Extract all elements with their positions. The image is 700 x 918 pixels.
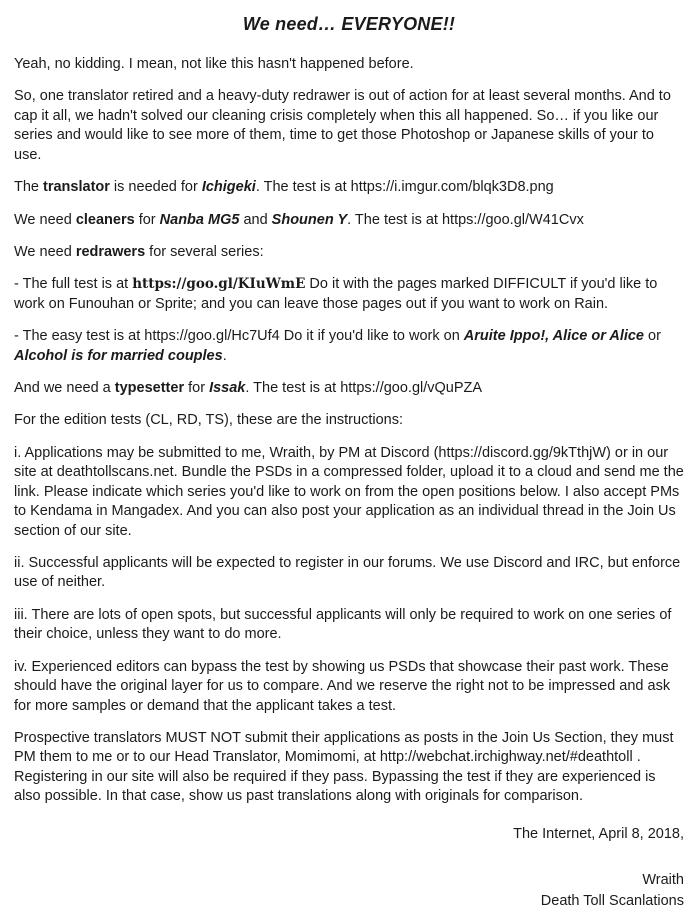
paragraph bbox=[14, 729, 684, 807]
text-run: Aruite Ippo!, Alice or Alice bbox=[463, 328, 644, 345]
text-run: Nanba MG5 bbox=[159, 211, 240, 228]
text-run: Shounen Y bbox=[271, 211, 348, 228]
url-text: https://goo.gl/KIuWmE bbox=[132, 276, 306, 293]
paragraph bbox=[14, 327, 684, 366]
text-run: And we need a bbox=[14, 380, 115, 397]
document-title: We need… EVERYONE!! bbox=[242, 14, 456, 34]
paragraph bbox=[14, 658, 684, 716]
paragraph bbox=[14, 379, 684, 398]
text-run: iv. Experienced editors can bypass the test by showing us PSDs that showcase their past work. These should have the original layer for us to compare. And we reserve the right not to be impressed and ask for more samples or demand that the applicant takes a test. bbox=[14, 658, 675, 714]
signature-block bbox=[14, 870, 684, 912]
text-run: iii. There are lots of open spots, but successful applicants will only be required to work on one series of their choice, unless they want to do more. bbox=[14, 606, 676, 643]
text-run: or bbox=[644, 328, 665, 345]
text-run: . The test is at https://goo.gl/vQuPZA bbox=[245, 380, 483, 397]
text-run: The bbox=[14, 179, 44, 196]
paragraph bbox=[14, 243, 684, 262]
text-run: - The easy test is at https://goo.gl/Hc7Uf4 Do it if you'd like to work on bbox=[14, 328, 464, 345]
text-run: . The test is at https://goo.gl/W41Cvx bbox=[347, 211, 584, 228]
text-run: Do it with the pages marked DIFFICULT if you'd like to work on Funouhan or Sprite; and you can leave those pages out if you want to work on Rain. bbox=[14, 276, 662, 312]
paragraph bbox=[14, 211, 684, 230]
text-run: and bbox=[239, 211, 272, 228]
paragraph bbox=[14, 55, 684, 74]
document-body bbox=[14, 55, 688, 807]
text-run: We need bbox=[14, 243, 76, 260]
paragraph bbox=[14, 444, 688, 541]
text-run: redrawers bbox=[75, 243, 146, 260]
text-run: For the edition tests (CL, RD, TS), these are the instructions: bbox=[14, 412, 403, 429]
paragraph bbox=[14, 411, 684, 430]
text-run: So, one translator retired and a heavy-duty redrawer is out of action for at least several months. And to cap it all, we hadn't solved our cleaning crisis completely when this all happened. So… if you like our series and would like to see more of them, time to get those Photoshop or Japanese skills of your to use. bbox=[14, 88, 675, 163]
signature-org: Death Toll Scanlations bbox=[540, 893, 684, 910]
text-run: translator bbox=[43, 179, 110, 196]
text-run: ii. Successful applicants will be expected to register in our forums. We use Discord and IRC, but enforce use of neither. bbox=[14, 555, 685, 591]
text-run: cleaners bbox=[75, 211, 135, 228]
paragraph bbox=[14, 554, 684, 593]
text-run: for bbox=[134, 211, 160, 228]
text-run: - The full test is at bbox=[14, 276, 133, 293]
paragraph bbox=[14, 178, 684, 197]
text-run: for several series: bbox=[145, 243, 264, 260]
text-run: Yeah, no kidding. I mean, not like this hasn't happened before. bbox=[14, 56, 414, 72]
paragraph bbox=[14, 87, 684, 165]
text-run: for bbox=[184, 380, 210, 397]
text-run: . bbox=[222, 347, 227, 364]
text-run: . The test is at https://i.imgur.com/blqk3D8.png bbox=[255, 179, 554, 196]
text-run: typesetter bbox=[114, 380, 185, 397]
text-run: Ichigeki bbox=[201, 179, 256, 196]
text-run: is needed for bbox=[109, 179, 202, 196]
text-run: Prospective translators MUST NOT submit their applications as posts in the Join Us Section, they must PM them to me or to our Head Translator, Momimomi, at http://webchat.irchighway.net/#deathtoll . Registering in our site will also be required if they pass. Bypassing the test if they are experienced is also possible. In that case, show us past translations along with originals for comparison. bbox=[14, 729, 678, 805]
text-run: Alcohol is for married couples bbox=[14, 347, 223, 364]
signature-name: Wraith bbox=[642, 872, 684, 889]
paragraph bbox=[14, 606, 684, 645]
text-run: Issak bbox=[209, 380, 246, 397]
date-line: The Internet, April 8, 2018, bbox=[513, 825, 684, 842]
text-run: We need bbox=[14, 211, 76, 228]
text-run: i. Applications may be submitted to me, Wraith, by PM at Discord (https://discord.gg/9kTthjW) or in our site at deathtollscans.net. Bundle the PSDs in a compressed folder, upload it to a cloud and send me the link. Please indicate which series you'd like to work on from the open positions below. I also accept PMs to Kendama in Mangadex. And you can also post your application as an individual thread in the Join Us section of our site. bbox=[14, 444, 688, 539]
paragraph bbox=[14, 275, 684, 314]
